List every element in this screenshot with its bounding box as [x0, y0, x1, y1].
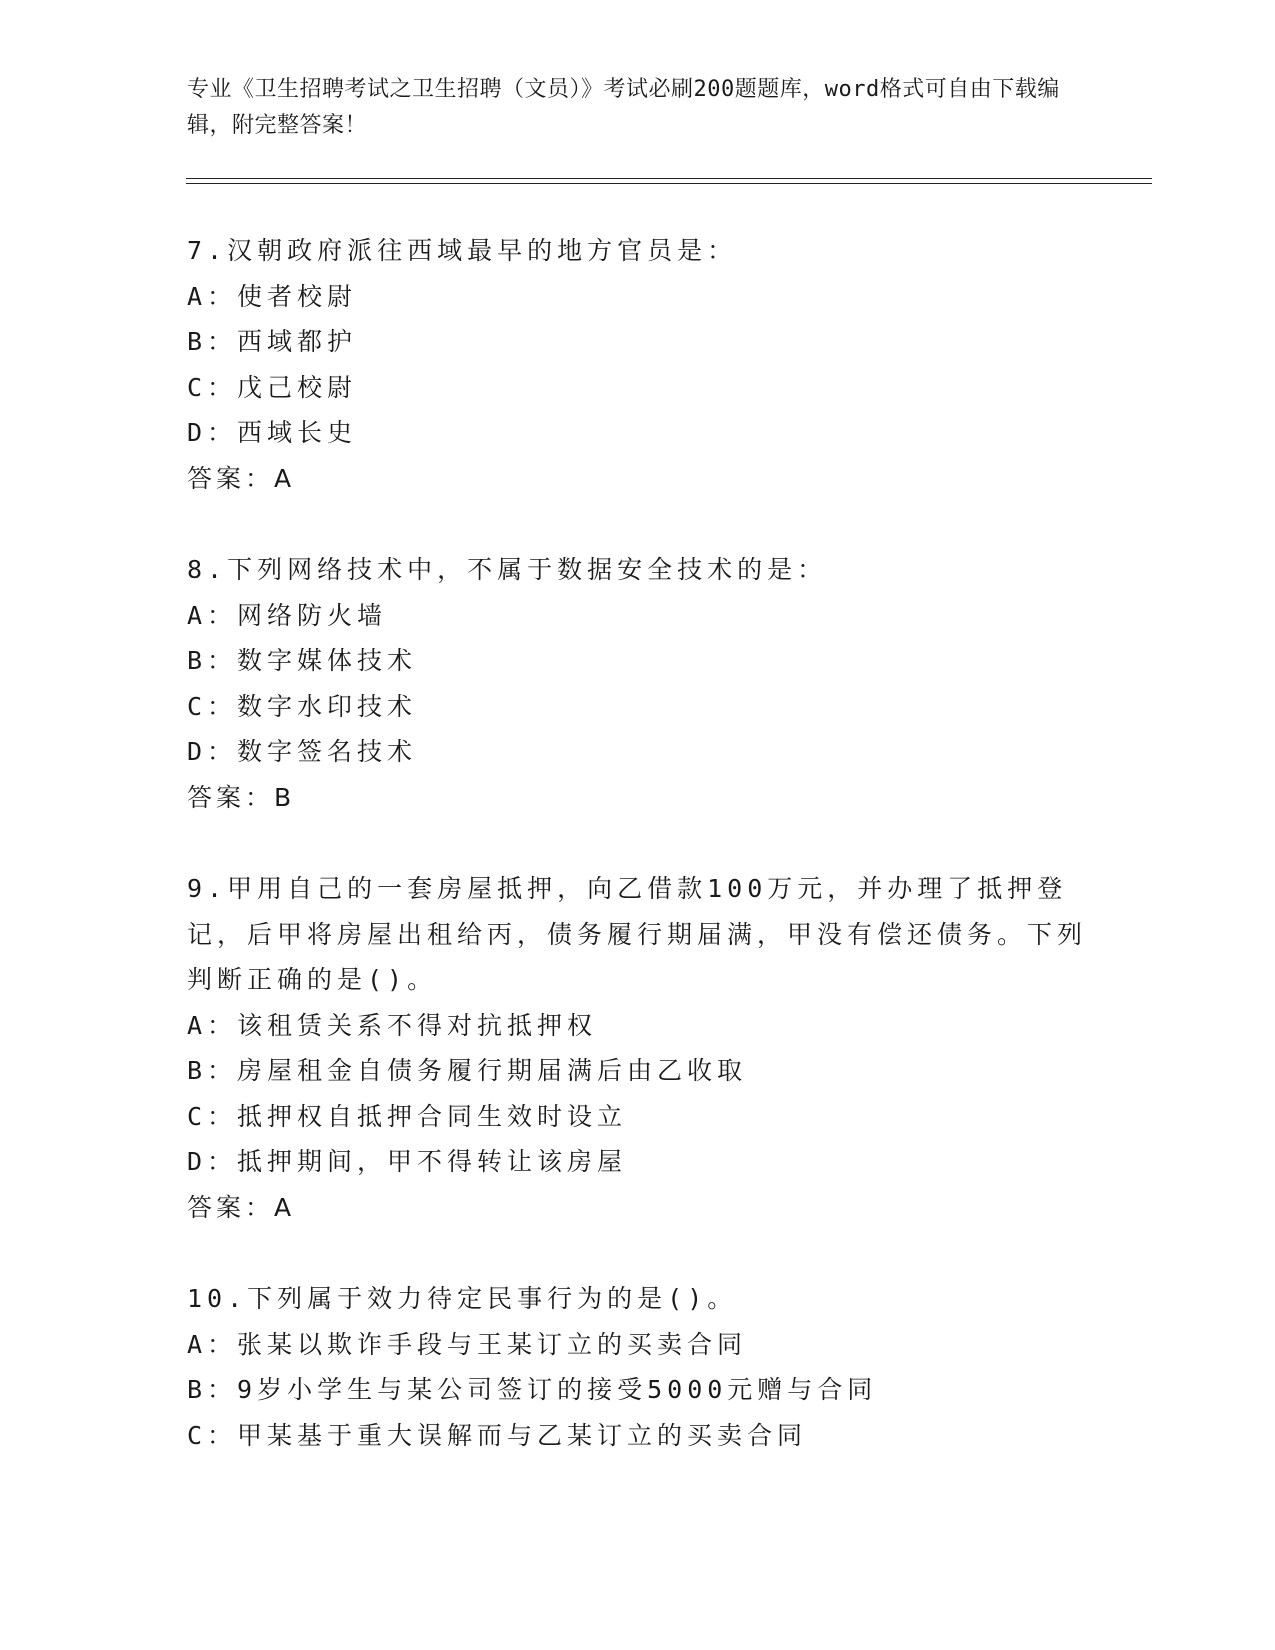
question-list — [187, 228, 1087, 1504]
question-8 — [187, 547, 1087, 820]
question-stem: 7.汉朝政府派往西域最早的地方官员是： — [187, 236, 738, 265]
option-d: D：数字签名技术 — [187, 737, 418, 766]
question-stem: 9.甲用自己的一套房屋抵押，向乙借款100万元，并办理了抵押登记，后甲将房屋出租给丙，债务履行期届满，甲没有偿还债务。下列判断正确的是()。 — [187, 874, 1088, 994]
answer: 答案：A — [187, 463, 296, 493]
option-b: B：西域都护 — [187, 327, 358, 356]
option-a: A：网络防火墙 — [187, 600, 388, 630]
answer: 答案：A — [187, 1192, 296, 1222]
option-c: C：戊己校尉 — [187, 372, 358, 402]
option-a: A：张某以欺诈手段与王某订立的买卖合同 — [187, 1329, 748, 1359]
option-c: C：数字水印技术 — [187, 691, 418, 721]
answer: 答案：B — [187, 782, 296, 812]
option-a: A：使者校尉 — [187, 281, 358, 311]
header-rule-top — [186, 178, 1152, 179]
option-c: C：甲某基于重大误解而与乙某订立的买卖合同 — [187, 1420, 808, 1450]
option-b: B：9岁小学生与某公司签订的接受5000元赠与合同 — [187, 1375, 878, 1404]
header-rule-bottom — [186, 183, 1152, 184]
question-7 — [187, 228, 1087, 501]
document-header: 专业《卫生招聘考试之卫生招聘（文员）》考试必刷200题题库，word格式可自由下载编辑，附完整答案！ — [187, 77, 1060, 138]
question-9 — [187, 866, 1087, 1230]
option-b: B：房屋租金自债务履行期届满后由乙收取 — [187, 1056, 748, 1085]
question-stem: 8.下列网络技术中，不属于数据安全技术的是： — [187, 555, 828, 584]
option-d: D：抵押期间，甲不得转让该房屋 — [187, 1147, 628, 1176]
option-a: A：该租赁关系不得对抗抵押权 — [187, 1010, 598, 1040]
option-d: D：西域长史 — [187, 418, 358, 447]
option-c: C：抵押权自抵押合同生效时设立 — [187, 1101, 628, 1131]
question-10 — [187, 1276, 1087, 1458]
question-stem: 10.下列属于效力待定民事行为的是()。 — [187, 1284, 738, 1313]
option-b: B：数字媒体技术 — [187, 646, 418, 675]
